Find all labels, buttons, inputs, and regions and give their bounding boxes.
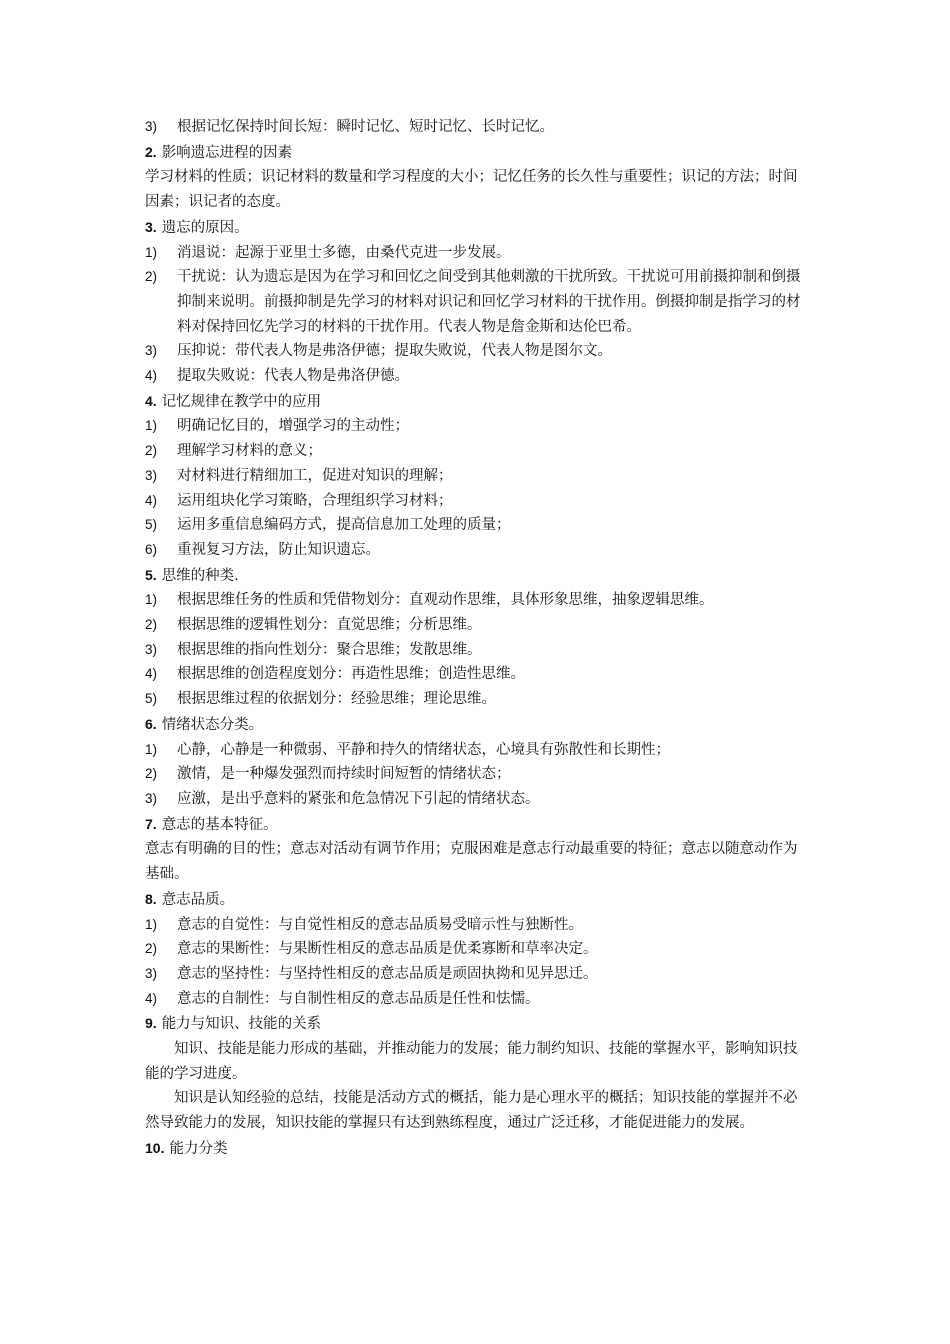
item-text: 理解学习材料的意义； <box>177 443 322 460</box>
item-text: 根据思维任务的性质和凭借物划分：直观动作思维，具体形象思维，抽象逻辑思维。 <box>177 592 714 609</box>
item-number: 4) <box>145 492 158 508</box>
list-item <box>145 339 810 364</box>
item-text: 应激，是出乎意料的紧张和危急情况下引起的情绪状态。 <box>177 790 540 807</box>
paragraph: 知识是认知经验的总结，技能是活动方式的概括，能力是心理水平的概括；知识技能的掌握并不必然导致能力的发展，知识技能的掌握只有达到熟练程度，通过广泛迁移，才能促进能力的发展。 <box>145 1090 798 1132</box>
list-item <box>145 115 810 140</box>
item-text: 根据思维过程的依据划分：经验思维；理论思维。 <box>177 691 496 708</box>
item-number: 6) <box>145 541 158 557</box>
item-text: 提取失败说：代表人物是弗洛伊德。 <box>177 368 409 385</box>
item-text: 根据思维的指向性划分：聚合思维；发散思维。 <box>177 641 482 658</box>
item-number: 3) <box>145 790 158 806</box>
item-number: 1) <box>145 741 158 757</box>
section-title: 影响遗忘进程的因素 <box>161 144 293 161</box>
list-item <box>145 489 810 514</box>
item-number: 4) <box>145 666 158 682</box>
list-item <box>145 588 810 613</box>
item-text: 对材料进行精细加工，促进对知识的理解； <box>177 467 453 484</box>
section-number: 4. <box>145 392 157 409</box>
section-title: 意志的基本特征。 <box>161 816 278 833</box>
item-number: 2) <box>145 443 158 459</box>
section-title: 记忆规律在教学中的应用 <box>161 393 322 410</box>
list-item <box>145 937 810 962</box>
section-heading <box>145 1136 810 1162</box>
section-number: 5. <box>145 566 157 583</box>
item-number: 2) <box>145 269 158 285</box>
item-text: 心静，心静是一种微弱、平静和持久的情绪状态，心境具有弥散性和长期性； <box>177 741 670 758</box>
list-item <box>145 738 810 763</box>
list-item <box>145 687 810 712</box>
paragraph: 学习材料的性质；识记材料的数量和学习程度的大小；记忆任务的长久性与重要性；识记的方法；时间因素；识记者的态度。 <box>145 169 798 211</box>
item-text: 运用组块化学习策略，合理组织学习材料； <box>177 492 453 509</box>
item-text: 重视复习方法，防止知识遗忘。 <box>177 541 380 558</box>
list-item <box>145 662 810 687</box>
section-number: 9. <box>145 1015 157 1032</box>
paragraph: 知识、技能是能力形成的基础，并推动能力的发展；能力制约知识、技能的掌握水平，影响知识技能的学习进度。 <box>145 1041 798 1082</box>
item-number: 3) <box>145 343 158 359</box>
item-text: 根据记忆保持时间长短：瞬时记忆、短时记忆、长时记忆。 <box>177 119 554 135</box>
section-number: 10. <box>145 1139 165 1156</box>
item-number: 1) <box>145 916 158 932</box>
section-heading <box>145 887 810 913</box>
section-heading <box>145 712 810 738</box>
section-title: 意志品质。 <box>161 891 235 908</box>
list-item <box>145 762 810 787</box>
item-text: 意志的自制性：与自制性相反的意志品质是任性和怯懦。 <box>177 990 540 1007</box>
list-item <box>145 414 810 439</box>
paragraph: 意志有明确的目的性；意志对活动有调节作用；克服困难是意志行动最重要的特征；意志以随意动作为基础。 <box>145 841 798 883</box>
item-number: 2) <box>145 766 158 782</box>
item-number: 4) <box>145 990 158 1006</box>
item-number: 2) <box>145 617 158 633</box>
item-text: 运用多重信息编码方式，提高信息加工处理的质量； <box>177 517 511 534</box>
item-number: 3) <box>145 965 158 981</box>
section-title: 情绪状态分类。 <box>161 716 264 733</box>
list-item <box>145 513 810 538</box>
section-heading <box>145 812 810 838</box>
section-number: 3. <box>145 218 157 235</box>
section-title: 遗忘的原因。 <box>161 219 249 236</box>
item-number: 5) <box>145 691 158 707</box>
section-title: 能力与知识、技能的关系 <box>161 1016 322 1033</box>
item-number: 5) <box>145 517 158 533</box>
list-item <box>145 364 810 389</box>
item-text: 干扰说：认为遗忘是因为在学习和回忆之间受到其他刺激的干扰所致。干扰说可用前摄抑制和倒摄抑制来说明。前摄抑制是先学习的材料对识记和回忆学习材料的干扰作用。倒摄抑制是指学习的材料对保持回忆先学习的材料的干扰作用。代表人物是詹金斯和达伦巴希。 <box>177 269 801 335</box>
item-text: 消退说：起源于亚里士多德，由桑代克进一步发展。 <box>177 244 511 261</box>
list-item <box>145 265 810 339</box>
item-text: 压抑说：带代表人物是弗洛伊德；提取失败说，代表人物是图尔文。 <box>177 343 612 360</box>
list-item <box>145 638 810 663</box>
section-heading <box>145 389 810 415</box>
list-item <box>145 987 810 1012</box>
item-number: 2) <box>145 941 158 957</box>
item-number: 1) <box>145 244 158 260</box>
list-item <box>145 962 810 987</box>
item-text: 明确记忆目的，增强学习的主动性； <box>177 418 409 435</box>
list-item <box>145 439 810 464</box>
section-heading <box>145 563 810 589</box>
item-number: 1) <box>145 592 158 608</box>
section-number: 8. <box>145 890 157 907</box>
section-title: 思维的种类. <box>161 567 239 584</box>
item-number: 3) <box>145 641 158 657</box>
item-text: 根据思维的创造程度划分：再造性思维；创造性思维。 <box>177 666 525 683</box>
item-text: 意志的坚持性：与坚持性相反的意志品质是顽固执拗和见异思迁。 <box>177 965 598 982</box>
list-item <box>145 538 810 563</box>
section-title: 能力分类 <box>169 1140 228 1157</box>
item-text: 意志的果断性：与果断性相反的意志品质是优柔寡断和草率决定。 <box>177 941 598 958</box>
item-text: 意志的自觉性：与自觉性相反的意志品质易受暗示性与独断性。 <box>177 916 583 933</box>
list-item <box>145 787 810 812</box>
item-number: 1) <box>145 418 158 434</box>
list-item <box>145 464 810 489</box>
list-item <box>145 913 810 938</box>
section-number: 2. <box>145 143 157 160</box>
item-text: 根据思维的逻辑性划分：直觉思维；分析思维。 <box>177 617 482 634</box>
section-heading <box>145 215 810 241</box>
section-number: 7. <box>145 815 157 832</box>
list-item <box>145 613 810 638</box>
item-number: 4) <box>145 368 158 384</box>
item-text: 激情，是一种爆发强烈而持续时间短暂的情绪状态； <box>177 766 511 783</box>
section-heading <box>145 140 810 166</box>
section-heading <box>145 1011 810 1037</box>
item-number: 3) <box>145 467 158 483</box>
section-number: 6. <box>145 715 157 732</box>
document-page <box>145 115 810 1162</box>
list-item <box>145 241 810 266</box>
item-number: 3) <box>145 119 158 134</box>
